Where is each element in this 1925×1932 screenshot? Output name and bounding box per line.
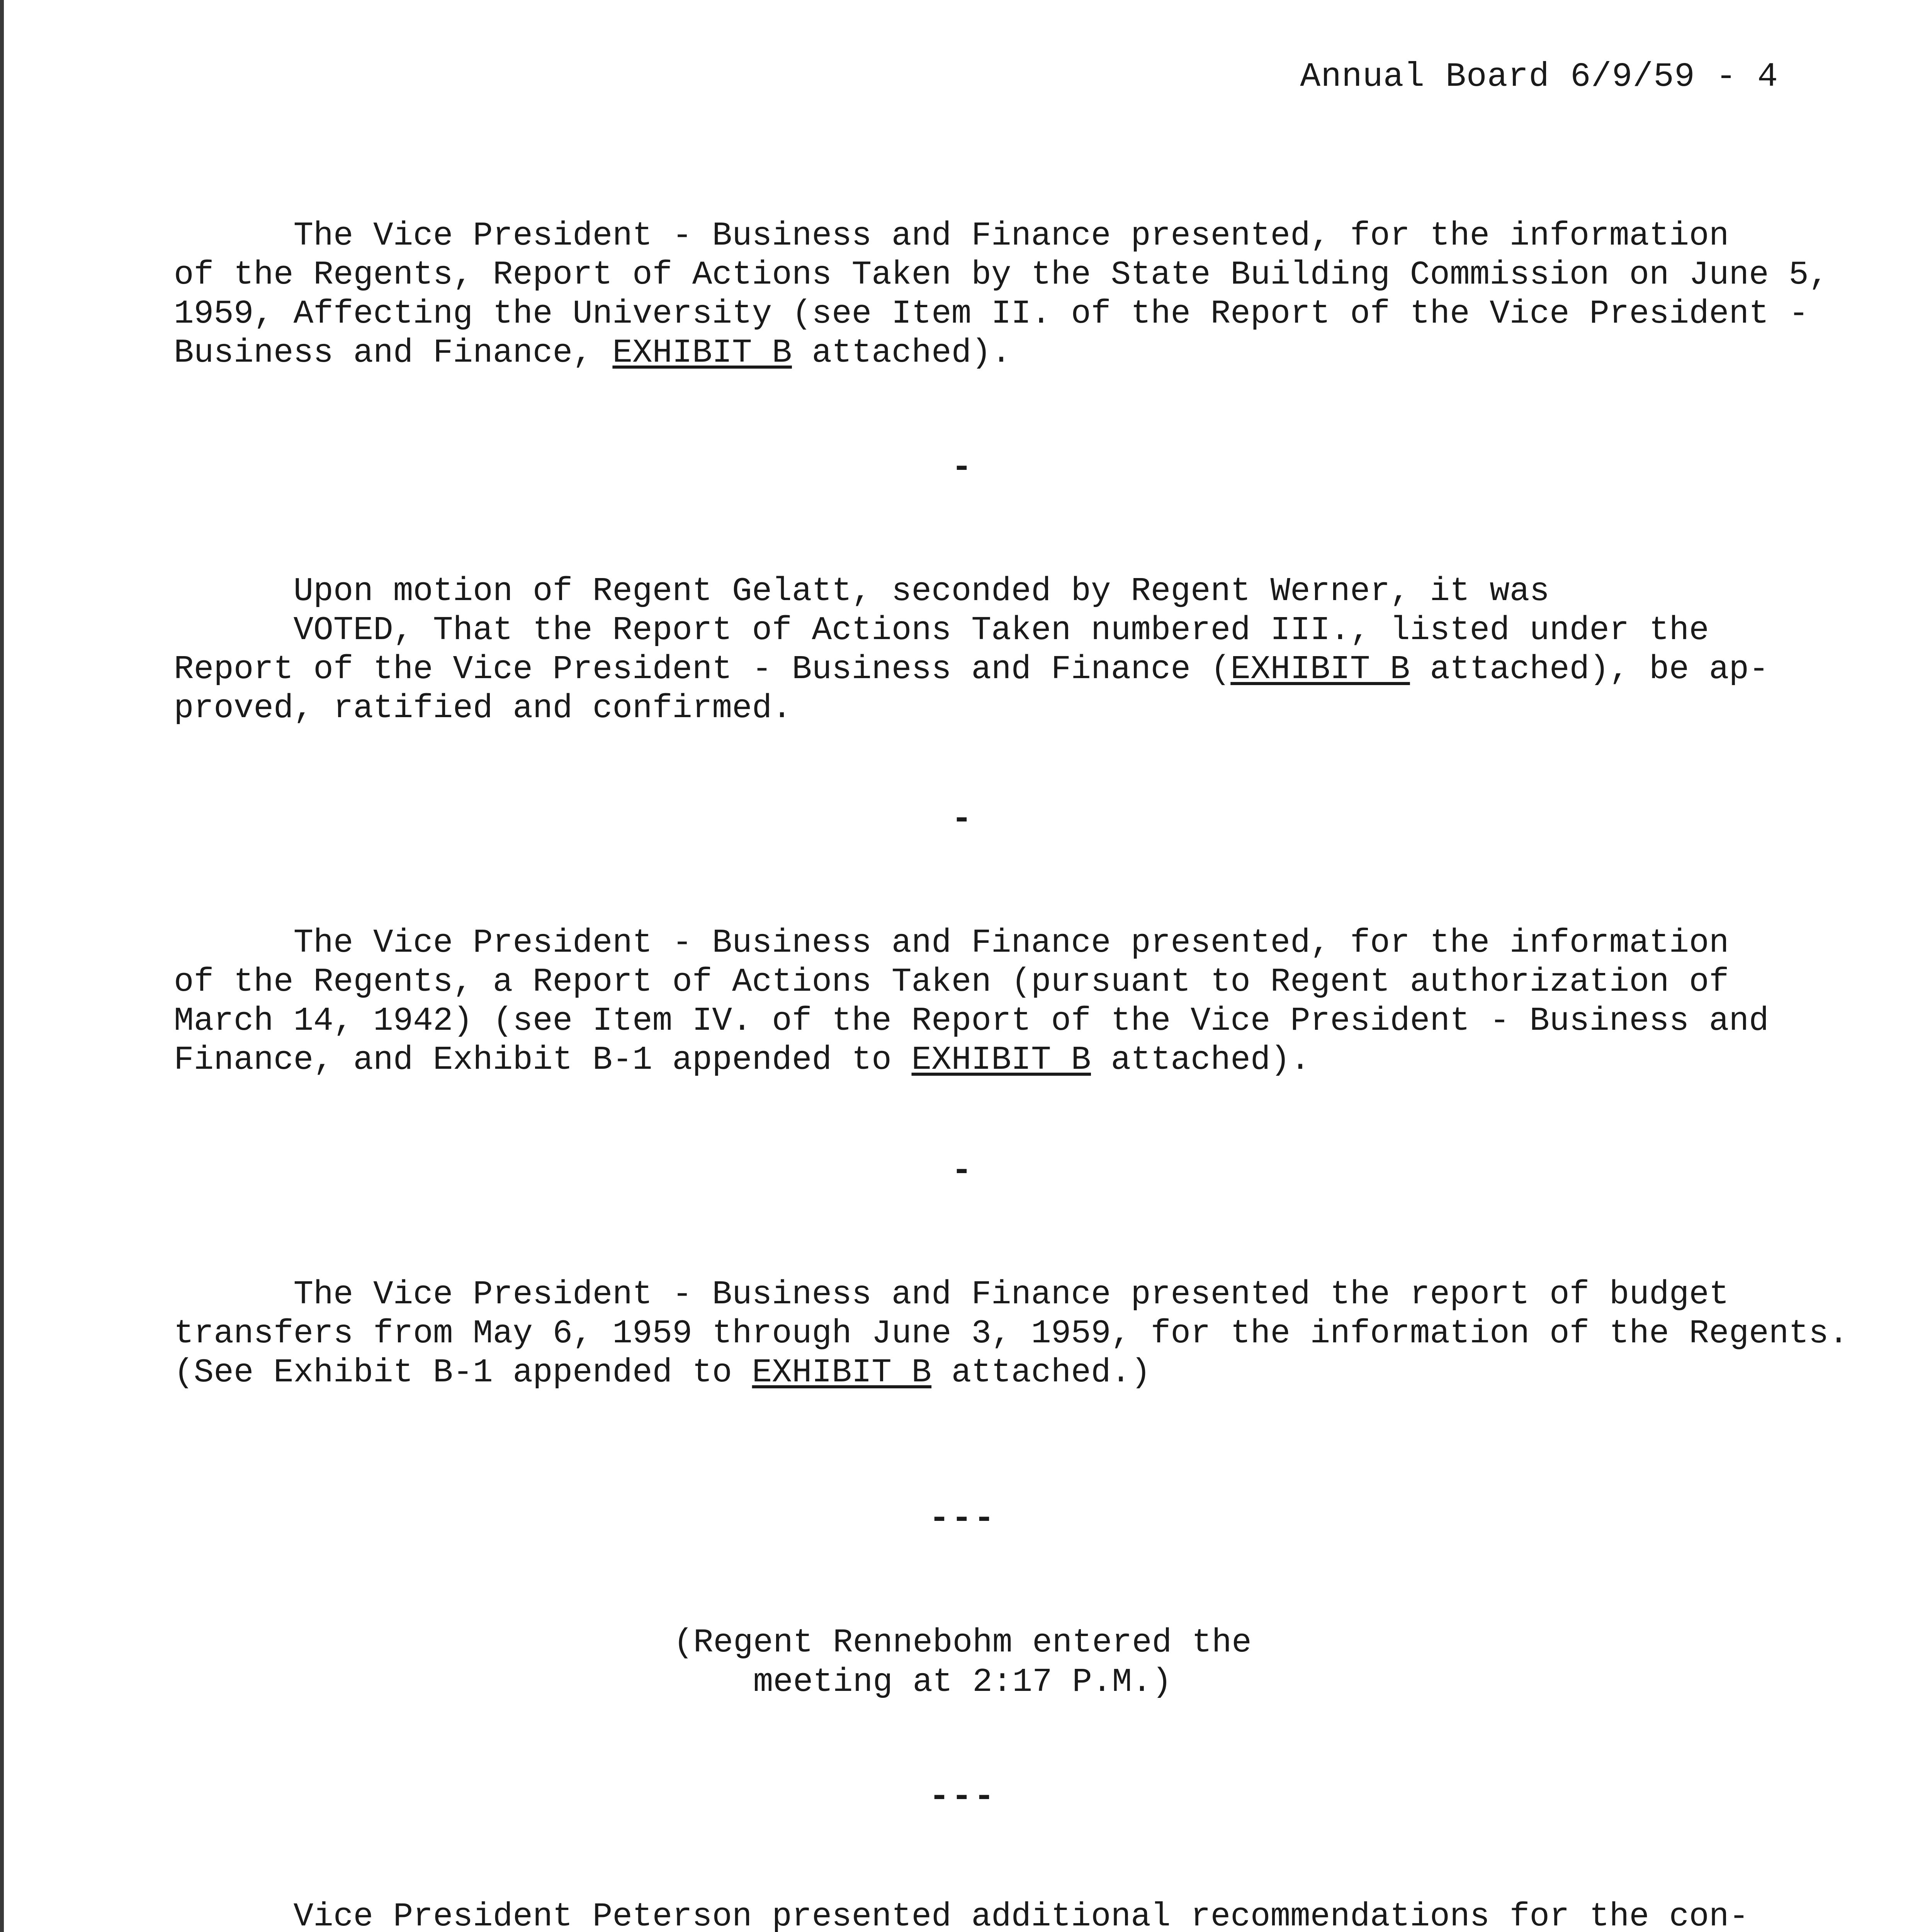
paragraph-budget-transfers: The Vice President - Business and Finance presented the report of budget transfers from May 6, 1959 through June 3, 1959, for the information of the Regents. (See Exhibit B-1 appended to EXHIBIT B attached.) [174,1276,1849,1391]
exhibit-b-reference: EXHIBIT B [612,334,792,372]
exhibit-b-reference: EXHIBIT B [752,1354,932,1391]
paragraph-additional-recommendations: Vice President Peterson presented additional recommendations for the con- [174,1898,1749,1932]
section-separator: - [951,800,974,839]
page-header: Annual Board 6/9/59 - 4 [1300,58,1778,96]
section-separator: --- [929,1777,996,1817]
attendance-note: (Regent Rennebohm entered the meeting at 2:17 P.M.) [673,1624,1252,1701]
section-separator: - [951,448,974,488]
paragraph-motion-gelatt: Upon motion of Regent Gelatt, seconded by Regent Werner, it was VOTED, That the Report of Actions Taken numbered III., listed under the Report of the Vice President - Business and Finance (EXHIBIT B attached), be ap- proved, ratified and confirmed. [174,572,1769,727]
section-separator: - [951,1151,974,1191]
exhibit-b-reference: EXHIBIT B [1230,650,1410,688]
paragraph-building-commission: The Vice President - Business and Finance presented, for the information of the Regents, Report of Actions Taken by the State Building Commission on June 5, 1959, Affecting the University (see Item II. of the Report of the Vice President - Business and Finance, EXHIBIT B attached). [174,217,1829,372]
section-separator: --- [929,1499,996,1539]
exhibit-b-reference: EXHIBIT B [911,1041,1091,1079]
paragraph-actions-taken: The Vice President - Business and Finance presented, for the information of the Regents, a Report of Actions Taken (pursuant to Regent authorization of March 14, 1942) (see Item IV. of the Report of the Vice President - Business and Finance, and Exhibit B-1 appended to EXHIBIT B attached). [174,924,1769,1079]
